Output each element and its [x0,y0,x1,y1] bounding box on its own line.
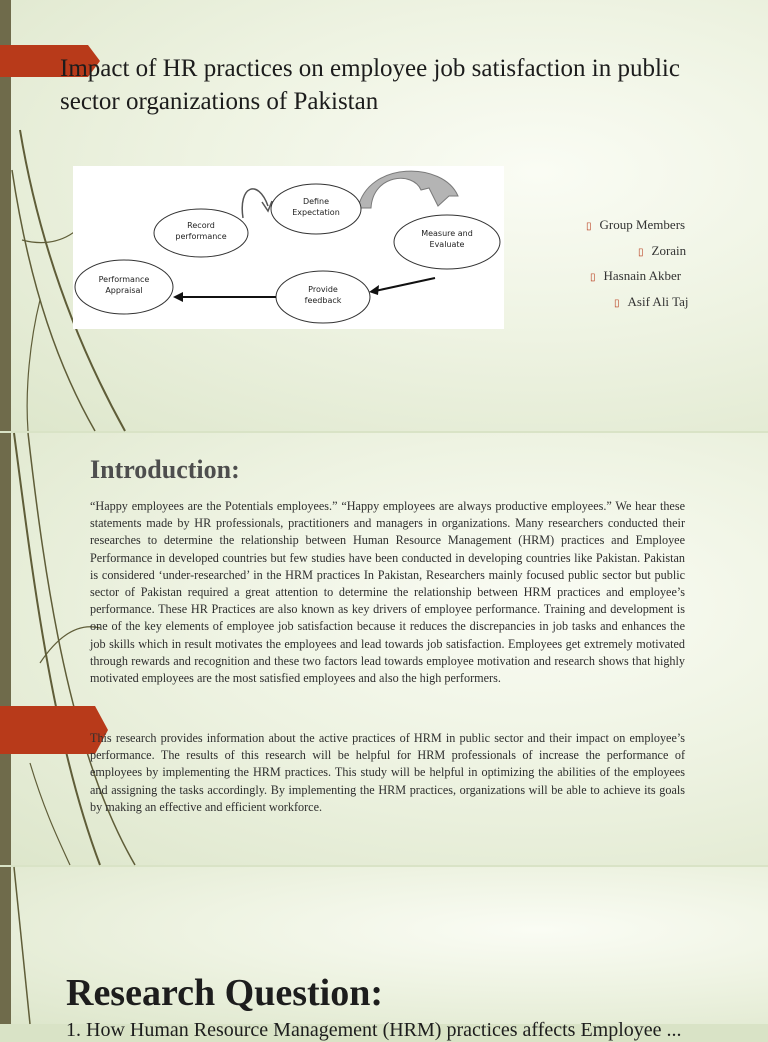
introduction-paragraph-1: “Happy employees are the Potentials employees.” “Happy employees are always productive employees.” We hear these statements made by HR professionals, practitioners and managers in organizations. Many researchers conducted their researches to determine the relationship between Human Resource Management (HRM) practices and Employee Performance in developed countries but few studies have been conducted in developing countries like Pakistan. Pakistan is considered ‘under-researched’ in the HRM practices In Pakistan, Researchers mainly focused public sector but public sector of Pakistan required a great attention to determine the relationship between HRM practices and employee’s performance. These HR Practices are also known as key drivers of employee performance. Training and development is one of the key elements of employee job satisfaction because it reduces the discrepancies in job tasks and enhances the job skills which in result motivates the employees and lead towards job satisfaction. Employees get extremely motivated through rewards and recognition and these two factors lead towards employee motivation and research shows that highly motivated employees are the most satisfied employees and also the high performers. [90,499,685,686]
research-question-heading: Research Question: [66,972,383,1014]
bullet-icon: ▯ [590,272,596,283]
node-appraisal-line2: Appraisal [105,286,143,295]
member-item: ▯ Hasnain Akber [590,268,682,283]
members-heading: ▯ Group Members [586,217,686,232]
curved-arrow-small [242,189,268,218]
member-item: ▯ Asif Ali Taj [614,294,689,309]
node-feedback-line2: feedback [304,296,342,305]
curved-arrow-large [358,171,458,208]
node-define-line1: Define [302,197,330,206]
slide-research-question [0,867,768,1041]
node-measure-line2: Evaluate [429,240,465,249]
bullet-icon: ▯ [614,298,620,309]
node-appraisal-line1: Performance [98,275,150,284]
bullet-icon: ▯ [586,221,592,232]
arrow-measure-to-feedback [375,278,435,291]
node-feedback-line1: Provide [308,285,338,294]
hr-cycle-diagram [73,166,504,329]
bullet-icon: ▯ [638,247,644,258]
introduction-heading: Introduction: [90,455,240,484]
slide-title [0,0,768,431]
slide-title-text: Impact of HR practices on employee job satisfaction in public sector organizations of Pakistan [60,55,680,115]
introduction-paragraph-2: This research provides information about the active practices of HRM in public sector and their impact on employee’s performance. The results of this research will be helpful for HRM professionals of increase the performance of employees by implementing the HRM practices. This study will be helpful in optimizing the abilities of the employees and assigning the tasks accordingly. By implementing the HRM practices, organizations will be able to achieve its goals by making an effective and efficient workforce. [90,731,685,814]
node-record-line2: performance [175,232,227,241]
slide-introduction [0,433,768,865]
research-question-first-line: 1. How Human Resource Management (HRM) practices affects Employee ... [66,1019,682,1041]
node-measure-line1: Measure and [421,229,473,238]
node-record-line1: Record [187,221,215,230]
node-define-line2: Expectation [292,208,340,217]
member-item: ▯ Zorain [638,243,687,258]
